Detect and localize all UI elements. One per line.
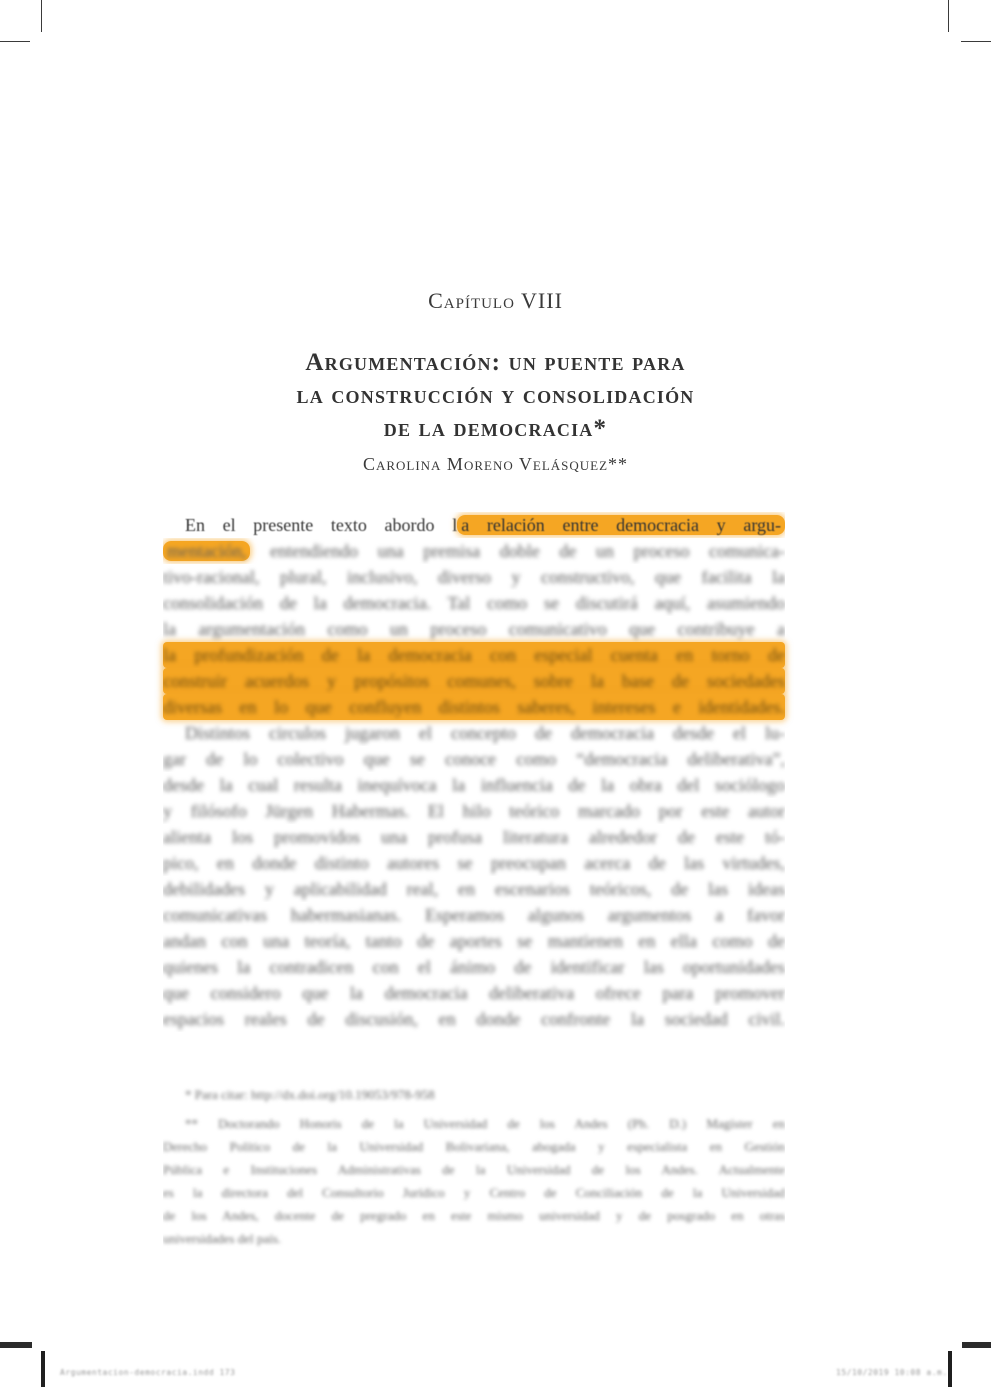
crop-mark-top-right-v xyxy=(948,0,949,32)
highlighted-line[interactable]: diversas en lo que confluyen distintos saberes, intereses e identidades. xyxy=(163,694,785,720)
crop-mark-top-right-h xyxy=(961,41,991,42)
title-line-2: la construcción y consolidación xyxy=(296,382,695,409)
footnote-line: Pública e Instituciones Administrativas de la Universidad de los Andes. Actualmente xyxy=(163,1162,785,1177)
footnote-line: Derecho Político de la Universidad Bolivariana, abogada y especialista en Gestión xyxy=(163,1139,785,1154)
printer-slug-right: 15/10/2019 10:08 a.m. xyxy=(836,1368,948,1377)
body-line-17: andan con una teoría, tanto de aportes se mantienen en ella como de xyxy=(163,931,785,951)
chapter-label: Capítulo VIII xyxy=(428,288,563,313)
chapter-title xyxy=(0,346,991,445)
body-line-1-plain: En el presente texto abordo l xyxy=(185,515,458,535)
body-line-18: quienes la contradicen con el ánimo de identificar las oportunidades xyxy=(163,957,785,977)
highlighted-line[interactable]: construir acuerdos y propósitos comunes, sobre la base de sociedades xyxy=(163,668,785,694)
printer-slug-left: Argumentacion-democracia.indd 173 xyxy=(60,1368,236,1377)
body-line-4: consolidación de la democracia. Tal como se discutirá aquí, asumiendo xyxy=(163,593,785,613)
registration-bar-right xyxy=(962,1342,991,1348)
highlight-span[interactable]: mentación, xyxy=(163,541,250,561)
crop-mark-top-left-h xyxy=(0,41,30,42)
footnote-line: * Para citar: http://dx.doi.org/10.19053/978-958 xyxy=(185,1087,435,1102)
registration-mark-left xyxy=(41,1351,45,1387)
highlighted-line[interactable]: la profundización de la democracia con especial cuenta en torno de xyxy=(163,642,785,668)
body-line-20: espacios reales de discusión, en donde confronte la sociedad civil. xyxy=(163,1009,785,1029)
author-name: Carolina Moreno Velásquez** xyxy=(362,454,629,474)
body-line-1 xyxy=(163,512,785,538)
body-line-14: pico, en donde distinto autores se preocupan acerca de las virtudes, xyxy=(163,853,785,873)
title-line-3: de la democracia* xyxy=(383,415,608,442)
body-line-9: Distintos circulos jugaron el concepto de democracia desde el lu- xyxy=(185,723,785,743)
footnote-line: universidades del país. xyxy=(163,1231,282,1246)
registration-mark-right xyxy=(948,1351,952,1387)
footnotes xyxy=(163,1083,785,1250)
body-line-5: la argumentación como un proceso comunicativo que contribuye a xyxy=(163,619,785,639)
body-line-11: desde la cual resulta inequívoca la influencia de la obra del sociólogo xyxy=(163,775,785,795)
highlight-span[interactable]: a relación entre democracia y argu- xyxy=(457,515,785,535)
body-line-10: gar de lo colectivo que se conoce como “democracia deliberativa”, xyxy=(163,749,785,769)
body-text xyxy=(163,512,785,1032)
body-line-12: y filósofo Jürgen Habermas. El hilo teórico marcado por este autor xyxy=(163,801,785,821)
footnote-line: ** Doctorando Honoris de la Universidad de los Andes (Ph. D.) Magíster en xyxy=(185,1116,785,1131)
footnote-line: de los Andes, docente de pregrado en este mismo universidad y de posgrado en otras xyxy=(163,1208,785,1223)
body-line-19: que considero que la democracia deliberativa ofrece para promover xyxy=(163,983,785,1003)
body-line-2: mentación, entendiendo una premisa doble de un proceso comunica- xyxy=(163,538,785,564)
footnote-line: es la directora del Consultorio Jurídico y Centro de Conciliación de la Universidad xyxy=(163,1185,785,1200)
title-line-1: Argumentación: un puente para xyxy=(305,349,686,376)
registration-bar-left xyxy=(0,1342,32,1348)
crop-mark-top-left-v xyxy=(41,0,42,32)
body-line-16: comunicativas habermasianas. Esperamos algunos argumentos a favor xyxy=(163,905,785,925)
body-line-13: alienta los promovidos una profusa literatura alrededor de este tó- xyxy=(163,827,785,847)
body-line-3: tivo-racional, plural, inclusivo, diverso y constructivo, que facilita la xyxy=(163,567,785,587)
body-line-15: debilidades y aplicabilidad real, en escenarios teóricos, de las ideas xyxy=(163,879,785,899)
